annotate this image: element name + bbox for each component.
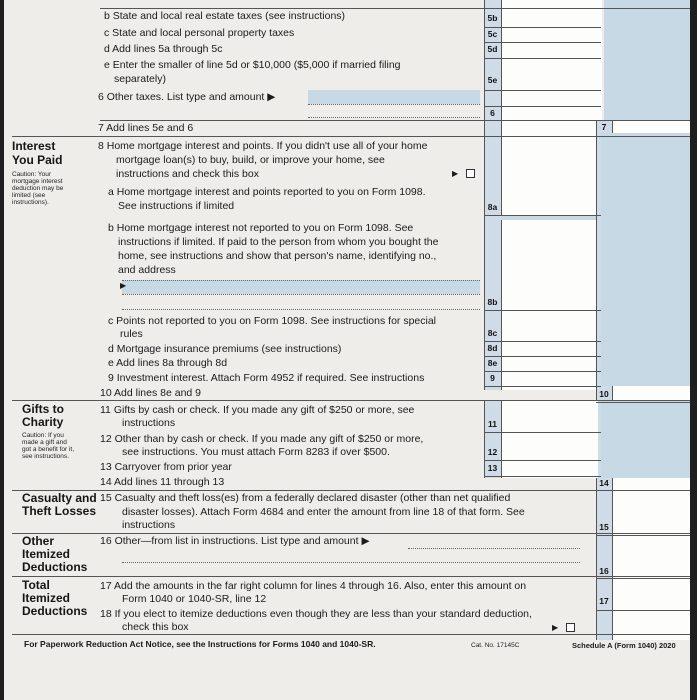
section-interest: Interest bbox=[12, 139, 56, 153]
rule bbox=[484, 42, 601, 43]
rule bbox=[12, 576, 690, 577]
dotted-line bbox=[122, 294, 480, 295]
line-5e: e Enter the smaller of line 5d or $10,000 ($5,000 if married filing bbox=[104, 59, 401, 71]
line-12-cont: see instructions. You must attach Form 8283 if over $500. bbox=[122, 446, 390, 458]
dotted-line bbox=[408, 548, 580, 549]
box-label-8a: 8a bbox=[487, 202, 498, 212]
line-8e: e Add lines 8a through 8d bbox=[108, 357, 228, 369]
right-shade-top bbox=[604, 0, 690, 120]
interest-caution-4: limited (see bbox=[12, 192, 46, 199]
cat-number: Cat. No. 17145C bbox=[471, 642, 520, 649]
rule bbox=[484, 106, 601, 107]
rule bbox=[484, 310, 601, 311]
section-gifts-2: Charity bbox=[22, 415, 64, 429]
rule bbox=[596, 535, 690, 536]
line-9: 9 Investment interest. Attach Form 4952 if required. See instructions bbox=[108, 372, 425, 384]
line-10: 10 Add lines 8e and 9 bbox=[100, 387, 202, 399]
section-total-2: Itemized bbox=[22, 591, 71, 605]
box-label-8e: 8e bbox=[487, 358, 498, 368]
line-15-cont1: disaster losses). Attach Form 4684 and enter the amount from line 18 of that form. See bbox=[122, 506, 525, 518]
box-label-5d: 5d bbox=[487, 44, 498, 54]
box-label-15: 15 bbox=[599, 522, 609, 532]
line-5d: d Add lines 5a through 5c bbox=[104, 43, 223, 55]
rule bbox=[12, 634, 690, 635]
line-16: 16 Other—from list in instructions. List type and amount ▶ bbox=[100, 535, 370, 547]
rule bbox=[12, 400, 690, 401]
rule bbox=[100, 120, 690, 121]
arrow-icon: ▶ bbox=[120, 281, 127, 290]
box-label-7: 7 bbox=[601, 122, 607, 132]
rule bbox=[484, 58, 601, 59]
dotted-line bbox=[122, 280, 480, 281]
line-15-cont2: instructions bbox=[122, 519, 176, 531]
rule bbox=[12, 136, 690, 137]
rule bbox=[596, 610, 690, 611]
rule bbox=[484, 215, 601, 216]
interest-caution-1: Caution: Your bbox=[12, 171, 52, 178]
rule bbox=[484, 460, 601, 461]
box-label-13: 13 bbox=[487, 463, 498, 473]
dotted-line bbox=[308, 104, 480, 105]
amount-8a[interactable] bbox=[501, 133, 602, 215]
line-18: 18 If you elect to itemize deductions even though they are less than your standard deduction, bbox=[100, 608, 532, 620]
box-label-10: 10 bbox=[599, 389, 609, 399]
paperwork-notice: For Paperwork Reduction Act Notice, see the Instructions for Forms 1040 and 1040-SR. bbox=[24, 639, 376, 649]
line-8-cont1: mortgage loan(s) to buy, build, or improve your home, see bbox=[116, 154, 385, 166]
rule bbox=[596, 402, 690, 403]
section-gifts: Gifts to bbox=[22, 402, 64, 416]
section-total: Total bbox=[22, 578, 50, 592]
line-8d: d Mortgage insurance premiums (see instructions) bbox=[108, 343, 342, 355]
section-casualty-2: Theft Losses bbox=[22, 504, 97, 518]
box-label-11: 11 bbox=[488, 419, 497, 429]
box-label-5b: 5b bbox=[487, 13, 498, 23]
line-15: 15 Casualty and theft loss(es) from a federally declared disaster (other than net qualified bbox=[100, 492, 511, 504]
line-5e-cont: separately) bbox=[114, 73, 166, 85]
line-11-cont: instructions bbox=[122, 417, 176, 429]
rule bbox=[12, 490, 690, 491]
line-8-cont2: instructions and check this box bbox=[116, 168, 259, 180]
section-total-3: Deductions bbox=[22, 604, 88, 618]
line-7: 7 Add lines 5e and 6 bbox=[98, 122, 194, 134]
line-12: 12 Other than by cash or check. If you made any gift of $250 or more, bbox=[100, 433, 424, 445]
rule bbox=[484, 356, 601, 357]
gifts-caution-3: got a benefit for it, bbox=[22, 446, 75, 453]
checkbox-8[interactable] bbox=[466, 169, 475, 178]
gifts-caution-2: made a gift and bbox=[22, 439, 67, 446]
section-casualty: Casualty and bbox=[22, 491, 97, 505]
line-8b: b Home mortgage interest not reported to you on Form 1098. See bbox=[108, 222, 414, 234]
right-shade-mid bbox=[601, 133, 690, 386]
inner-amount-column[interactable] bbox=[501, 0, 602, 133]
amount-8b[interactable] bbox=[501, 220, 602, 390]
rule bbox=[484, 386, 601, 387]
rule bbox=[12, 533, 690, 534]
section-other-3: Deductions bbox=[22, 560, 88, 574]
box-label-9: 9 bbox=[490, 373, 495, 383]
rule bbox=[484, 27, 601, 28]
line-17-cont: Form 1040 or 1040-SR, line 12 bbox=[122, 593, 267, 605]
box-label-5e: 5e bbox=[487, 75, 498, 85]
interest-caution-5: instructions). bbox=[12, 199, 49, 206]
line-8: 8 Home mortgage interest and points. If you didn't use all of your home bbox=[98, 140, 428, 152]
line-8a: a Home mortgage interest and points reported to you on Form 1098. bbox=[108, 186, 426, 198]
rule bbox=[484, 371, 601, 372]
line-5b: b State and local real estate taxes (see instructions) bbox=[104, 10, 346, 22]
box-label-14: 14 bbox=[599, 478, 609, 488]
schedule-title: Schedule A (Form 1040) 2020 bbox=[572, 641, 676, 650]
box-label-8c: 8c bbox=[487, 328, 498, 338]
gifts-amount-column[interactable] bbox=[501, 400, 598, 478]
line-8a-cont: See instructions if limited bbox=[118, 200, 235, 212]
line-6: 6 Other taxes. List type and amount ▶ bbox=[98, 91, 276, 103]
box-label-12: 12 bbox=[487, 447, 498, 457]
schedule-a-form bbox=[4, 0, 690, 700]
fill-line-8b-1[interactable] bbox=[122, 280, 480, 294]
checkbox-18[interactable] bbox=[566, 623, 575, 632]
arrow-icon: ▶ bbox=[452, 169, 459, 178]
box-label-8d: 8d bbox=[487, 343, 498, 353]
line-14: 14 Add lines 11 through 13 bbox=[100, 476, 225, 488]
line-13: 13 Carryover from prior year bbox=[100, 461, 232, 473]
line-18-cont: check this box bbox=[122, 621, 189, 633]
dotted-line bbox=[122, 562, 580, 563]
rule bbox=[484, 90, 601, 91]
line-8c-cont: rules bbox=[120, 328, 143, 340]
dotted-line bbox=[308, 117, 480, 118]
box-label-6: 6 bbox=[490, 108, 495, 118]
section-other-2: Itemized bbox=[22, 547, 71, 561]
rule bbox=[484, 432, 601, 433]
box-label-17: 17 bbox=[599, 596, 609, 606]
right-shade-gifts bbox=[601, 400, 690, 478]
line-5c: c State and local personal property taxes bbox=[104, 27, 295, 39]
rule bbox=[596, 578, 690, 579]
fill-line-6[interactable] bbox=[308, 90, 480, 104]
section-interest-2: You Paid bbox=[12, 153, 63, 167]
line-8b-cont2: home, see instructions and show that person's name, identifying no., bbox=[118, 250, 437, 262]
box-label-16: 16 bbox=[599, 566, 609, 576]
gifts-caution-1: Caution: If you bbox=[22, 432, 64, 439]
rule bbox=[484, 476, 601, 477]
rule bbox=[100, 8, 690, 9]
arrow-icon: ▶ bbox=[552, 623, 559, 632]
line-11: 11 Gifts by cash or check. If you made any gift of $250 or more, see bbox=[100, 404, 415, 416]
interest-caution-2: mortgage interest bbox=[12, 178, 63, 185]
dotted-line bbox=[122, 309, 480, 310]
interest-caution-3: deduction may be bbox=[12, 185, 64, 192]
box-label-8b: 8b bbox=[487, 297, 498, 307]
line-17: 17 Add the amounts in the far right column for lines 4 through 16. Also, enter this amount on bbox=[100, 580, 527, 592]
rule bbox=[596, 490, 690, 491]
line-8b-cont3: and address bbox=[118, 264, 176, 276]
line-8c: c Points not reported to you on Form 1098. See instructions for special bbox=[108, 315, 437, 327]
section-other: Other bbox=[22, 534, 55, 548]
gifts-caution-4: see instructions. bbox=[22, 453, 69, 460]
line-8b-cont1: instructions if limited. If paid to the person from whom you bought the bbox=[118, 236, 439, 248]
rule bbox=[484, 341, 601, 342]
box-label-5c: 5c bbox=[487, 29, 498, 39]
